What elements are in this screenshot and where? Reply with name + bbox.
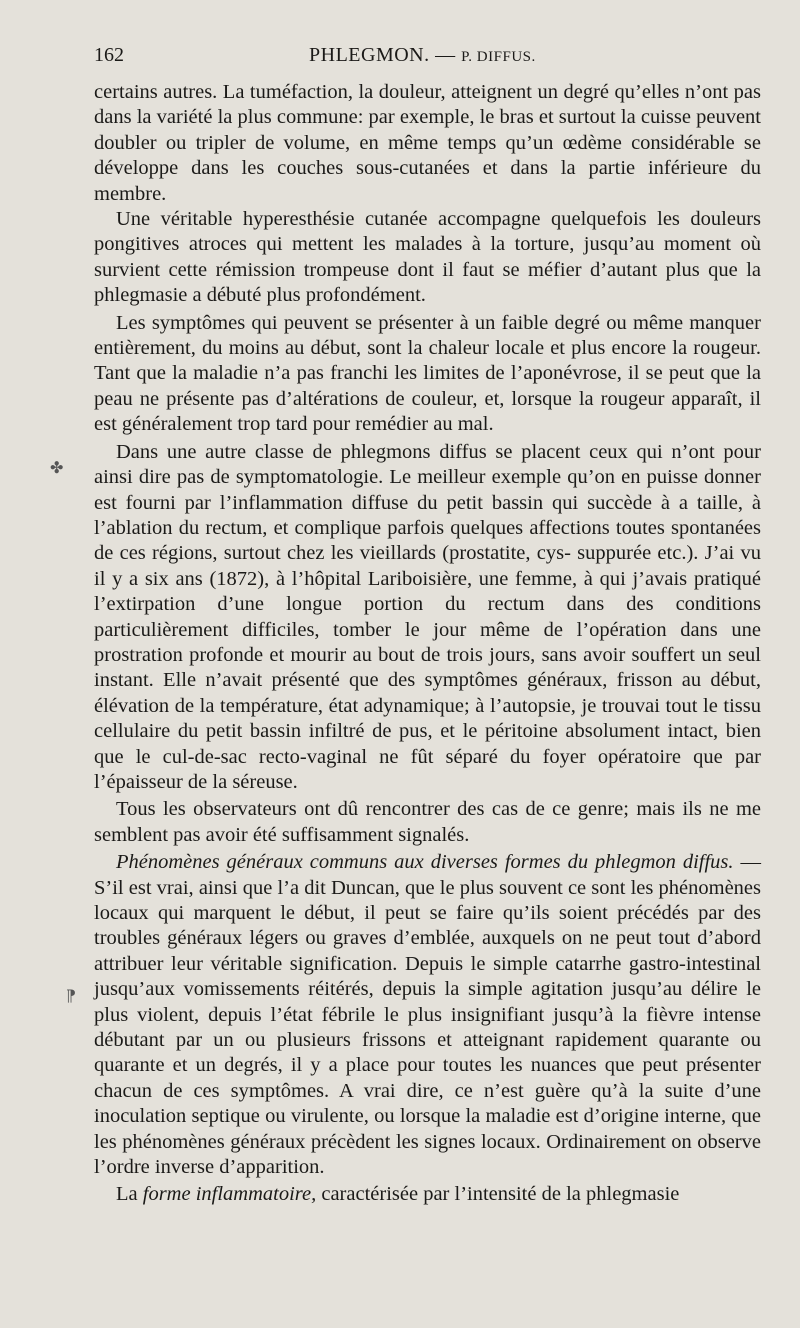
running-header — [94, 44, 760, 72]
paragraph-1: certains autres. La tuméfaction, la douleur, atteignent un degré qu’elles n’ont pas dans la variété la plus commune: par exemple, le bras et surtout la cuisse peuvent doubler ou tripler de volume, en même temps qu’un œdème considérable se développe dans les couches sous-cutanées et dans la partie inférieure du membre. — [94, 81, 761, 205]
paragraph-5: Tous les observateurs ont dû rencontrer des cas de ce genre; mais ils ne me semblent pas avoir été suffisamment signalés. — [94, 798, 761, 846]
paragraph-3: Les symptômes qui peuvent se présenter à un faible degré ou même manquer entièrement, du moins au début, sont la chaleur locale et plus encore la rougeur. Tant que la maladie n’a pas franchi les limites de l’aponévrose, il se peut que la peau ne présente pas d’altérations de couleur, et, lorsque la rougeur apparaît, il est généralement trop tard pour remédier au mal. — [94, 311, 761, 436]
running-title-sub: P. DIFFUS. — [461, 49, 536, 65]
paragraph-7-italic: forme inflammatoire, — [142, 1183, 317, 1206]
paragraph-7-text: caractérisée par l’intensité de la phlegmasie — [321, 1183, 680, 1206]
section-heading-italic: Phénomènes généraux communs aux diverses formes du phlegmon diffus. — [116, 851, 734, 874]
paragraph-7 — [94, 1182, 761, 1207]
paragraph-2: Une véritable hyperesthésie cutanée accompagne quelquefois les douleurs pongitives atroces qui mettent les malades à la torture, jusqu’au moment où survient cette rémission trompeuse dont il faut se méfier d’autant plus que la phlegmasie a débuté plus profondément. — [94, 208, 761, 307]
paragraph-6-text: — S’il est vrai, ainsi que l’a dit Duncan, que le plus souvent ce sont les phénomènes locaux qui marquent le début, il peut se faire qu’ils soient précédés par des troubles généraux légers ou graves d’emblée, auxquels on ne peut tout d’abord attribuer leur véritable signification. Depuis le simple catarrhe gastro-intestinal jusqu’aux vomissements réitérés, depuis la simple agitation jusqu’au délire le plus violent, depuis l’état fébrile le plus insignifiant jusqu’à la fièvre intense débutant par un ou plusieurs frissons et atteignant rapidement quarante ou quarante et un degrés, il y a place pour toutes les nuances que peut présenter chacun de ces symptômes. A vrai dire, ce n’est guère qu’à la suite d’une inoculation septique ou virulente, ou lorsque la maladie est d’origine interne, que les phénomènes généraux précèdent les signes locaux. Ordinairement on observe l’ordre inverse d’apparition. — [94, 851, 761, 1179]
page-body — [94, 80, 761, 1208]
paragraph-7-lead: La — [116, 1183, 138, 1206]
running-title-main: PHLEGMON. — — [309, 44, 456, 66]
running-title — [309, 44, 536, 67]
margin-mark: ⁋ — [66, 988, 77, 1005]
page-number: 162 — [94, 44, 124, 66]
paragraph-6 — [94, 850, 761, 1180]
paragraph-4: Dans une autre classe de phlegmons diffus se placent ceux qui n’ont pour ainsi dire pas de symptomatologie. Le meilleur exemple qu’on en puisse donner est fourni par l’inflammation diffuse du petit bassin qui succède à a taille, à l’ablation du rectum, et complique parfois quelques affections toutes spontanées de ces régions, surtout chez les vieillards (prostatite, cys- suppurée etc.). J’ai vu il y a six ans (1872), à l’hôpital Lariboisière, une femme, à qui j’avais pratiqué l’extirpation d’une longue portion du rectum dans des conditions particulièrement difficiles, tomber le jour même de l’opération dans une prostration profonde et mourir au bout de trois jours, sans avoir souffert un seul instant. Elle n’avait présenté que des symptômes généraux, frisson au début, élévation de la température, état adynamique; à l’autopsie, je trouvai tout le tissu cellulaire du petit bassin infiltré de pus, et le péritoine absolument intact, bien que le cul-de-sac recto-vaginal ne fût séparé du foyer opératoire que par l’épaisseur de la séreuse. — [94, 440, 761, 793]
margin-mark: ✤ — [50, 460, 64, 477]
